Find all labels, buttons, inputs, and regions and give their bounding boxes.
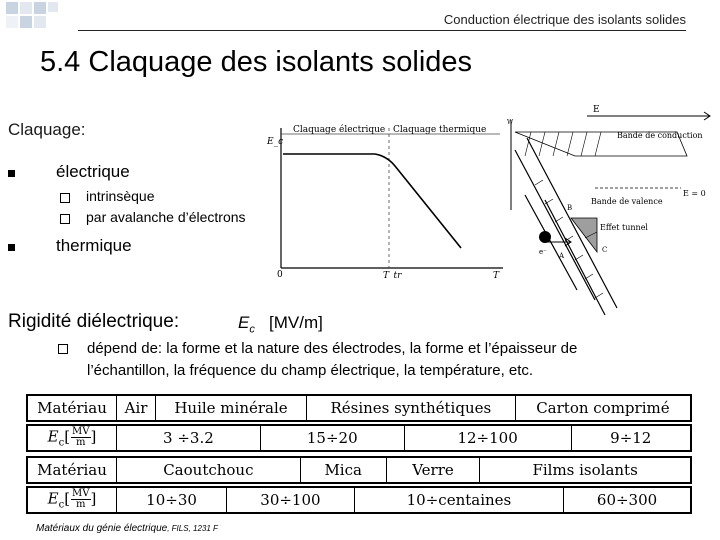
table-cell: 3 ÷3.2: [117, 426, 261, 450]
rigidite-unit: [MV/m]: [269, 313, 323, 332]
rigidite-note: dépend de: la forme et la nature des électrodes, la forme et l’épaisseur de l’échantillon, la fréquence du champ électrique, la température, etc.: [87, 340, 578, 379]
table-row: [28, 426, 690, 450]
rigidite-symbol: $E_c$: [238, 313, 255, 336]
table-cell: Huile minérale: [156, 396, 307, 420]
figure-x-end: T: [493, 271, 500, 280]
breakdown-field-vs-temperature-figure: [265, 120, 510, 280]
band-tunnel-label: Effet tunnel: [600, 223, 648, 232]
table-cell: Air: [117, 396, 156, 420]
table-row: [28, 488, 690, 512]
table-cell: 60÷300: [596, 491, 658, 509]
table-cell: 15÷20: [261, 426, 405, 450]
materials-table-2: [26, 456, 692, 484]
table-cell-ec-header: $E_c$[ $\frac{MV}{m}$ ]: [28, 488, 117, 512]
band-point-c: C: [602, 246, 608, 254]
table-row: [28, 458, 690, 482]
checkbox-bullet-icon: [58, 344, 68, 354]
table-cell: 9÷12: [610, 429, 652, 447]
item-electrique: électrique: [56, 162, 130, 181]
figure-region-thermal: Claquage thermique: [393, 125, 487, 135]
subitem-avalanche: par avalanche d’électrons: [86, 209, 246, 225]
table-cell-material-header: Matériau: [28, 396, 117, 420]
table-cell: Caoutchouc: [117, 458, 301, 482]
footer-source: Matériaux du génie électrique, FILS, 1231 F: [36, 523, 218, 534]
checkbox-bullet-icon: [60, 214, 70, 224]
band-diagram-figure: [505, 100, 720, 325]
bullet-square-icon: [8, 244, 15, 251]
table-cell: 10÷30: [117, 488, 227, 512]
header-title: Conduction électrique des isolants solides: [443, 12, 686, 27]
materials-table-1: [26, 394, 692, 422]
band-axis-w: W: [507, 119, 514, 126]
table-cell: 12÷100: [405, 426, 572, 450]
header-decoration: [0, 0, 90, 40]
table-cell: 10÷centaines: [355, 488, 564, 512]
slide-title: 5.4 Claquage des isolants solides: [40, 46, 473, 78]
band-conduction-label: Bande de conduction: [617, 131, 703, 140]
band-axis-e: E: [593, 105, 600, 115]
band-valence-label: Bande de valence: [591, 197, 663, 206]
figure-region-electric: Claquage électrique: [293, 125, 386, 135]
figure-ylabel: E_c: [267, 137, 284, 147]
band-e0-label: E = 0: [683, 189, 706, 198]
bullet-square-icon: [8, 170, 15, 177]
checkbox-bullet-icon: [60, 193, 70, 203]
table-row: [28, 396, 690, 420]
table-cell: 30÷100: [227, 488, 355, 512]
table-cell: Films isolants: [532, 461, 638, 479]
table-cell: Résines synthétiques: [307, 396, 516, 420]
rigidite-heading: Rigidité diélectrique:: [8, 311, 180, 332]
values-table-2: [26, 486, 692, 514]
band-point-b: B: [567, 204, 573, 212]
item-thermique: thermique: [56, 236, 132, 255]
band-electron-label: e⁻: [539, 248, 547, 256]
table-cell: Mica: [301, 458, 387, 482]
table-cell-ec-header: $E_c$[ $\frac{MV}{m}$ ]: [28, 426, 117, 450]
values-table-1: [26, 424, 692, 452]
table-cell: Verre: [387, 458, 481, 482]
table-cell: Carton comprimé: [536, 399, 670, 417]
table-cell-material-header: Matériau: [28, 458, 117, 482]
subitem-intrinseque: intrinsèque: [86, 188, 155, 204]
band-point-a: A: [559, 252, 565, 260]
figure-x-mark: T_tr: [383, 271, 402, 280]
header-rule: [78, 30, 686, 31]
claquage-heading: Claquage:: [8, 120, 86, 139]
figure-x-origin: 0: [277, 270, 283, 280]
